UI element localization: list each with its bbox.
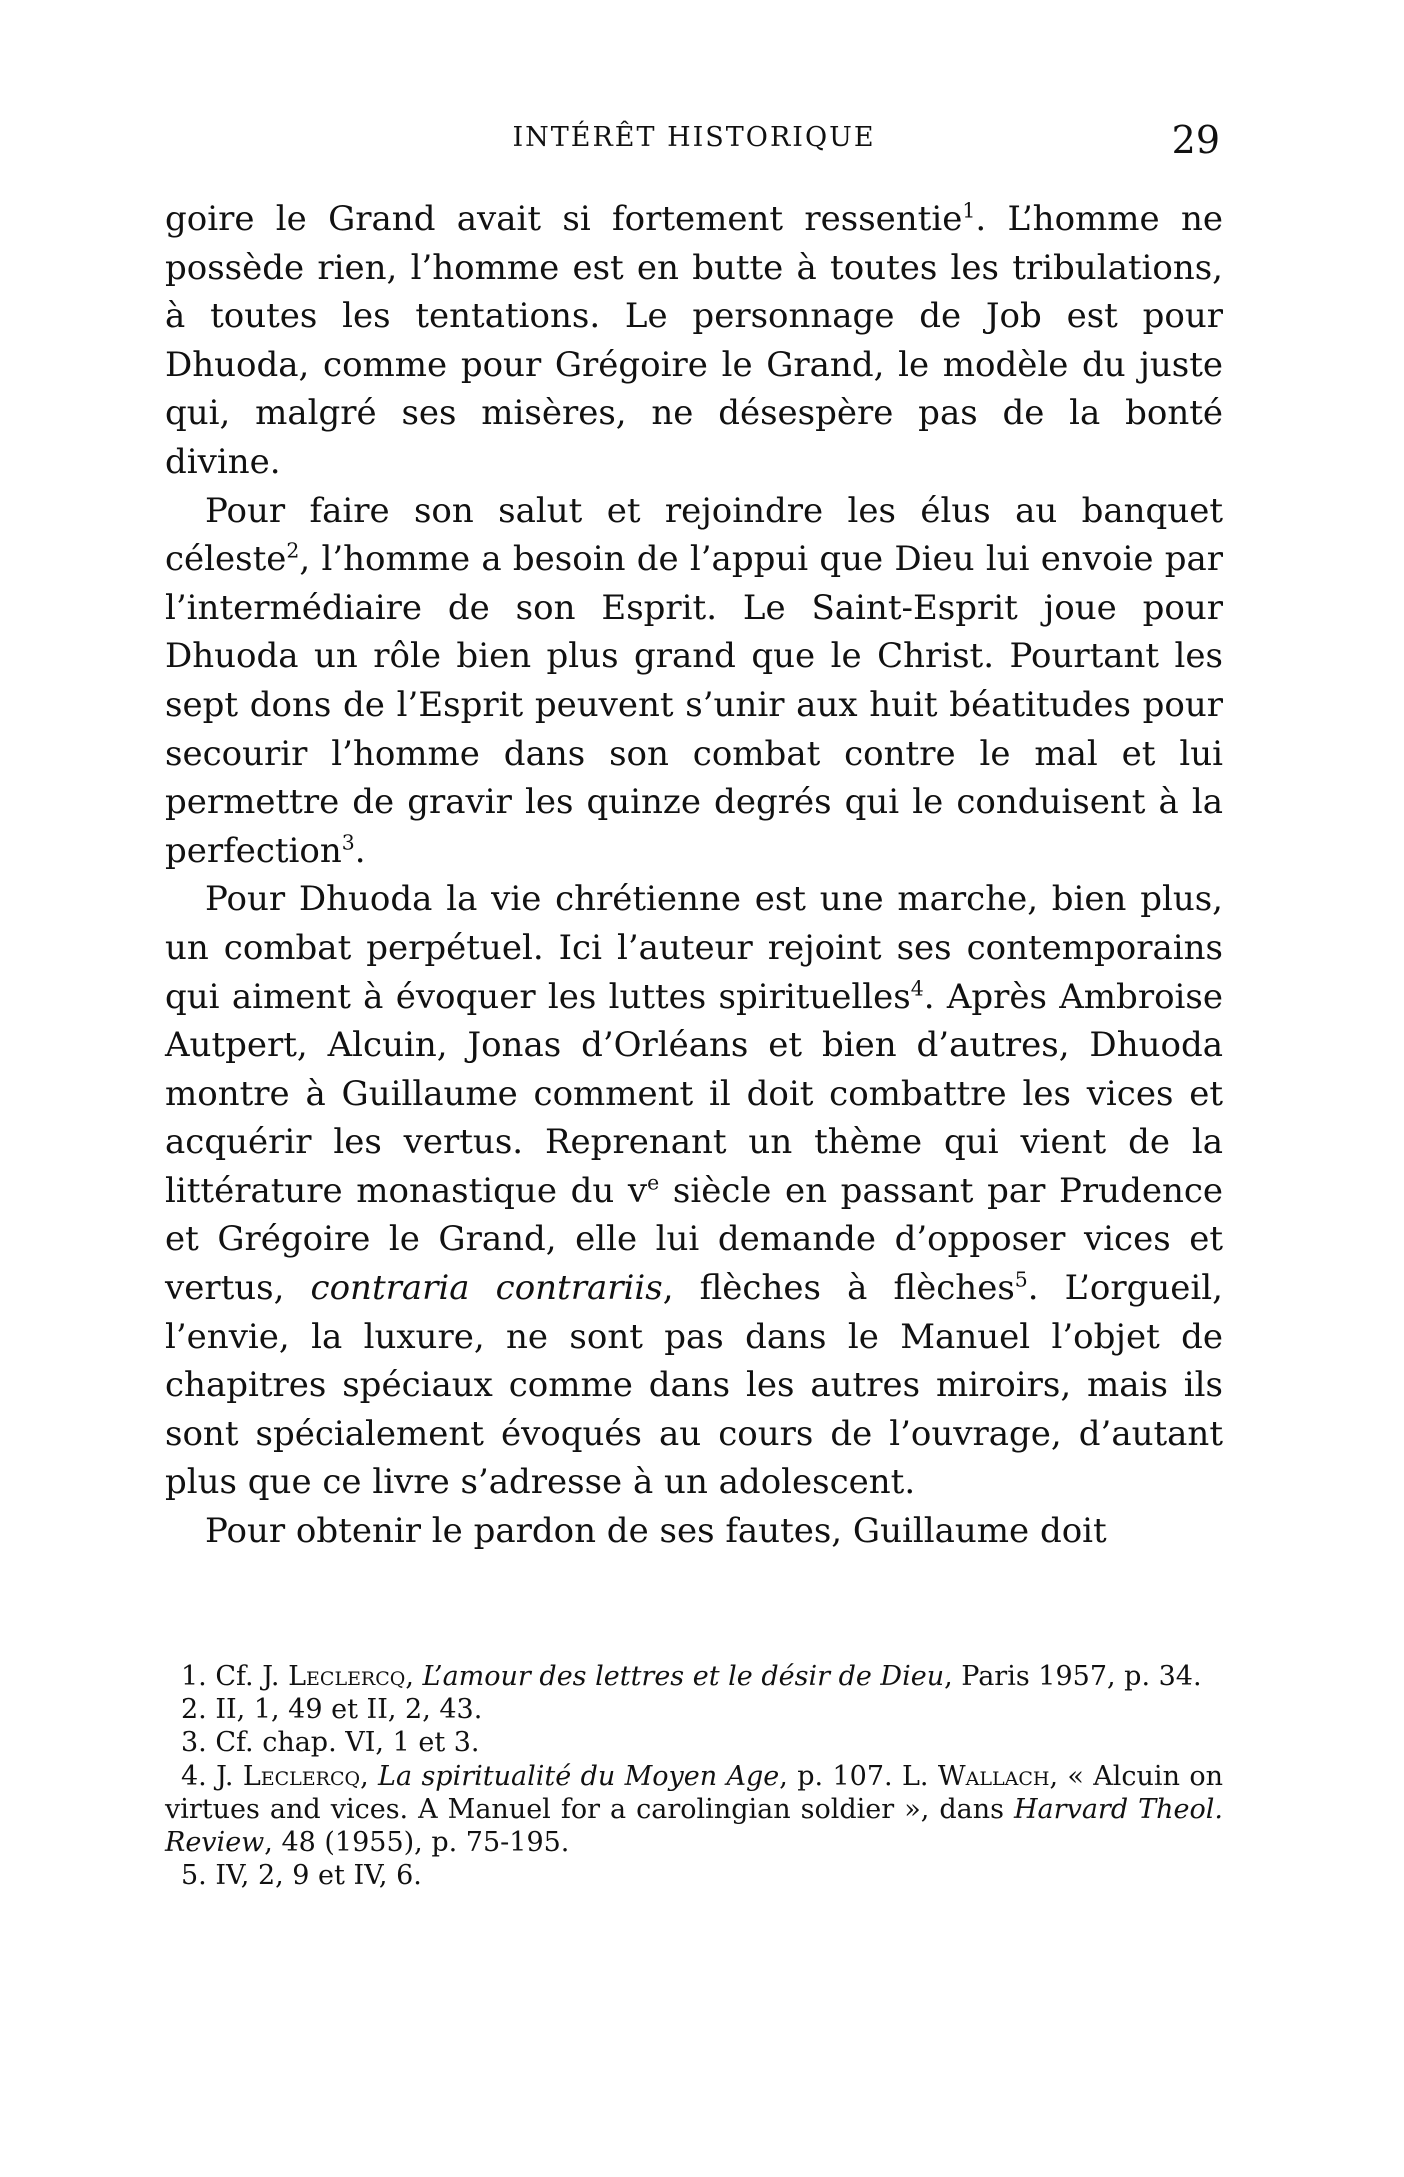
latin-phrase: contraria contrariis xyxy=(310,1268,663,1309)
running-title: INTÉRÊT HISTORIQUE xyxy=(512,122,876,153)
footnote-ref-1: 1 xyxy=(962,198,976,223)
footnote-4: 4. J. Leclercq, La spiritualité du Moyen Age, p. 107. L. Wallach, « Alcuin on virtues and vices. A Manuel for a carolingian soldier », dans Harvard Theol. Review, 48 (1955), p. 75-195. xyxy=(165,1760,1223,1859)
century-superscript: e xyxy=(647,1170,660,1195)
paragraph-3: Pour Dhuoda la vie chrétienne est une marche, bien plus, un combat perpétuel. Ici l’auteur rejoint ses contemporains qui aiment à évoquer les luttes spirituelles$^4$. Après Ambroise Autpert, Alcuin, Jonas d’Orléans et bien d’autres, Dhuoda montre à Guillaume comment il doit combattre les vices et acquérir les vertus. Reprenant un thème qui vient de la littérature monastique du $v^e$ siècle en passant par Prudence et Grégoire le Grand, elle lui demande d’opposer vices et vertus, contraria contrariis, flèches à flèches$^5$. L’orgueil, l’envie, la luxure, ne sont pas dans le Manuel l’objet de chapitres spéciaux comme dans les autres miroirs, mais ils sont spécialement évoqués au cours de l’ouvrage, d’autant plus que ce livre s’adresse à un adolescent. xyxy=(165,879,1224,1503)
footnote-1: 1. Cf. J. Leclercq, L’amour des lettres et le désir de Dieu, Paris 1957, p. 34. xyxy=(181,1661,1202,1692)
paragraph-2: Pour faire son salut et rejoindre les élus au banquet céleste$^2$, l’homme a besoin de l’appui que Dieu lui envoie par l’intermédiaire de son Esprit. Le Saint-Esprit joue pour Dhuoda un rôle bien plus grand que le Christ. Pourtant les sept dons de l’Esprit peuvent s’unir aux huit béatitudes pour secourir l’homme dans son combat contre le mal et lui permettre de gravir les quinze degrés qui le conduisent à la perfection$^3$. xyxy=(165,490,1223,871)
footnote-ref-5: 5 xyxy=(1014,1267,1028,1292)
footnote-ref-2: 2 xyxy=(286,538,300,563)
footnotes xyxy=(165,1660,1223,1892)
footnote-ref-3: 3 xyxy=(341,830,355,855)
page-number: 29 xyxy=(1171,118,1220,162)
paragraph-1: goire le Grand avait si fortement ressentie$^1$. L’homme ne possède rien, l’homme est en butte à toutes les tribulations, à toutes les tentations. Le personnage de Job est pour Dhuoda, comme pour Grégoire le Grand, le modèle du juste qui, malgré ses misères, ne désespère pas de la bonté divine. xyxy=(165,198,1223,482)
main-text xyxy=(165,195,1223,1556)
paragraph-4: Pour obtenir le pardon de ses fautes, Guillaume doit xyxy=(205,1511,1107,1552)
footnote-ref-4: 4 xyxy=(910,976,924,1001)
page-header xyxy=(168,118,1220,168)
footnote-5: 5. IV, 2, 9 et IV, 6. xyxy=(181,1860,422,1892)
footnote-2: 2. II, 1, 49 et II, 2, 43. xyxy=(181,1694,483,1726)
footnote-3: 3. Cf. chap. VI, 1 et 3. xyxy=(181,1727,480,1759)
